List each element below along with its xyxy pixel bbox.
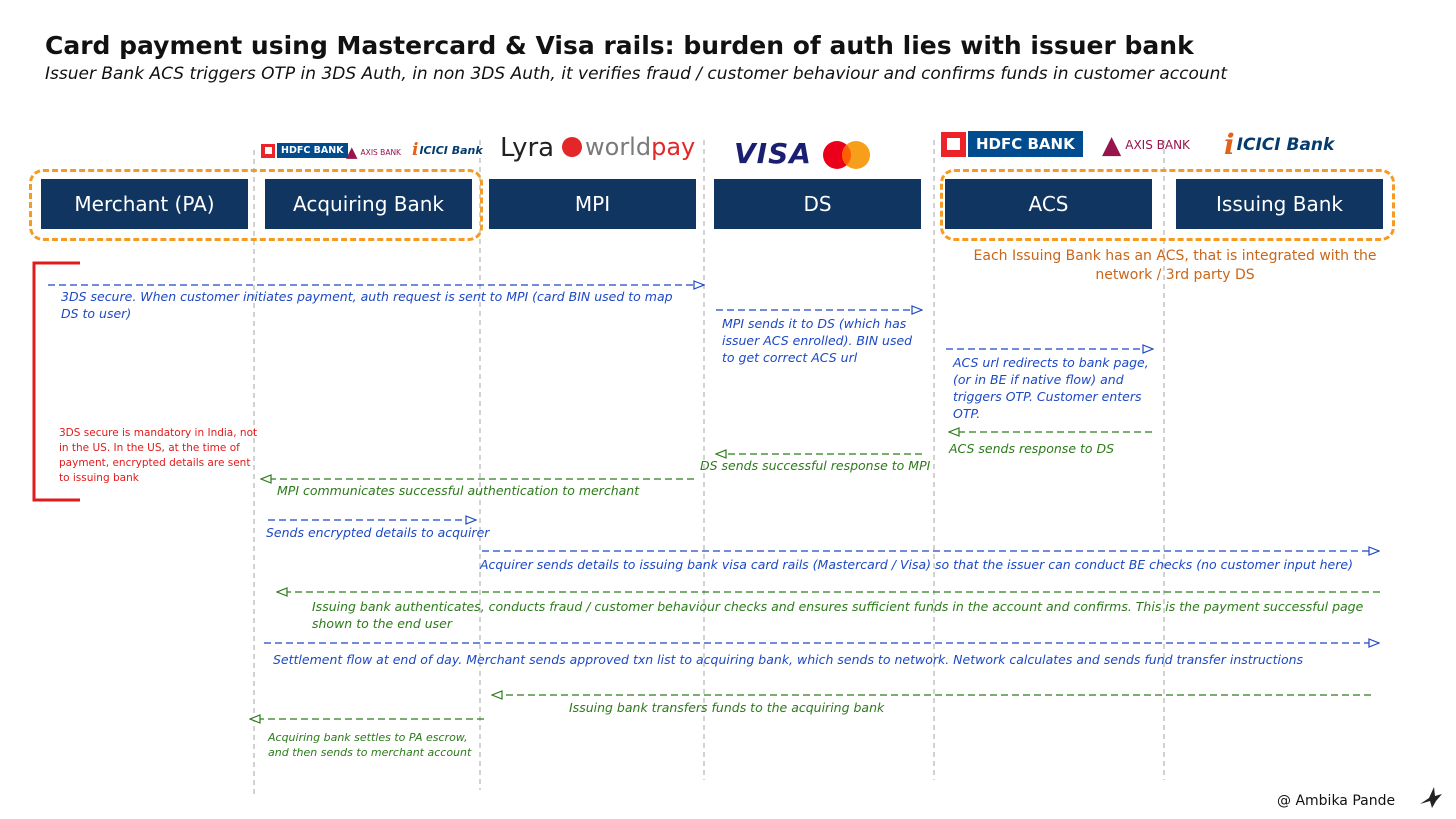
hdfc-logo-small [261,143,348,158]
lyra-logo [500,133,554,163]
worldpay-icon [562,137,582,157]
hdfc-wordmark: HDFC BANK [277,143,348,158]
worldpay-wordmark-a: world [585,133,652,161]
message-label-6: MPI communicates successful authentication to merchant [277,483,640,498]
axis-mark-icon: ▲ [346,143,358,161]
icici-mark-icon-large: i [1224,128,1235,161]
message-label-1: 3DS secure. When customer initiates payment, auth request is sent to MPI (card BIN used to map DS to user) [61,289,673,321]
worldpay-logo [562,133,695,161]
mastercard-icon [822,140,872,170]
icici-wordmark: ICICI Bank [419,143,483,157]
participant-ds: DS [714,179,921,229]
visa-logo [734,137,812,170]
message-label-3: ACS url redirects to bank page, (or in BE if native flow) and triggers OTP. Customer enters OTP. [953,355,1149,421]
diagram-subtitle: Issuer Bank ACS triggers OTP in 3DS Auth, in non 3DS Auth, it verifies fraud / customer behaviour and confirms funds in customer account [45,64,1228,84]
participant-acquiring-bank: Acquiring Bank [265,179,472,229]
message-label-8: Acquirer sends details to issuing bank visa card rails (Mastercard / Visa) so that the issuer can conduct BE checks (no customer input here) [480,557,1353,572]
author-credit: @ Ambika Pande [1277,793,1396,809]
icici-logo-large [1224,128,1334,161]
hdfc-mark-icon-large [941,132,966,157]
axis-logo-large [1102,130,1190,159]
message-label-10: Settlement flow at end of day. Merchant sends approved txn list to acquiring bank, which sends to network. Network calculates and sends fund transfer instructions [273,652,1304,667]
hdfc-logo-large [941,131,1083,157]
message-label-7: Sends encrypted details to acquirer [266,525,490,540]
participant-issuing-bank: Issuing Bank [1176,179,1383,229]
message-label-5: DS sends successful response to MPI [700,458,931,473]
hdfc-wordmark-large: HDFC BANK [968,131,1083,157]
message-label-2: MPI sends it to DS (which has issuer ACS enrolled). BIN used to get correct ACS url [722,316,913,365]
participant-merchant: Merchant (PA) [41,179,248,229]
icici-mark-icon: i [412,140,419,160]
icici-logo-small [412,140,483,160]
worldpay-wordmark-b: pay [651,133,696,161]
bird-logo-icon [1418,784,1444,810]
axis-mark-icon-large: ▲ [1102,130,1122,159]
mastercard-logo [822,140,872,170]
participant-mpi: MPI [489,179,696,229]
axis-wordmark-large: AXIS BANK [1125,137,1190,152]
visa-wordmark: VISA [734,137,812,170]
message-label-4: ACS sends response to DS [949,441,1115,456]
message-label-12: Acquiring bank settles to PA escrow, and then sends to merchant account [268,731,472,759]
message-label-9: Issuing bank authenticates, conducts fraud / customer behaviour checks and ensures sufficient funds in the account and confirms. This is the payment successful page shown to the end user [312,599,1364,631]
icici-wordmark-large: ICICI Bank [1236,134,1335,155]
lyra-wordmark: Lyra [500,133,555,163]
axis-wordmark: AXIS BANK [360,147,401,157]
hdfc-mark-icon [261,144,275,158]
axis-logo-small [346,143,401,161]
acs-note: Each Issuing Bank has an ACS, that is integrated with the network / 3rd party DS [973,248,1377,283]
participant-acs: ACS [945,179,1152,229]
side-note: 3DS secure is mandatory in India, not in the US. In the US, at the time of payment, encrypted details are sent to issuing bank [59,427,258,484]
message-label-11: Issuing bank transfers funds to the acquiring bank [569,700,885,715]
diagram-title: Card payment using Mastercard & Visa rails: burden of auth lies with issuer bank [45,31,1194,60]
